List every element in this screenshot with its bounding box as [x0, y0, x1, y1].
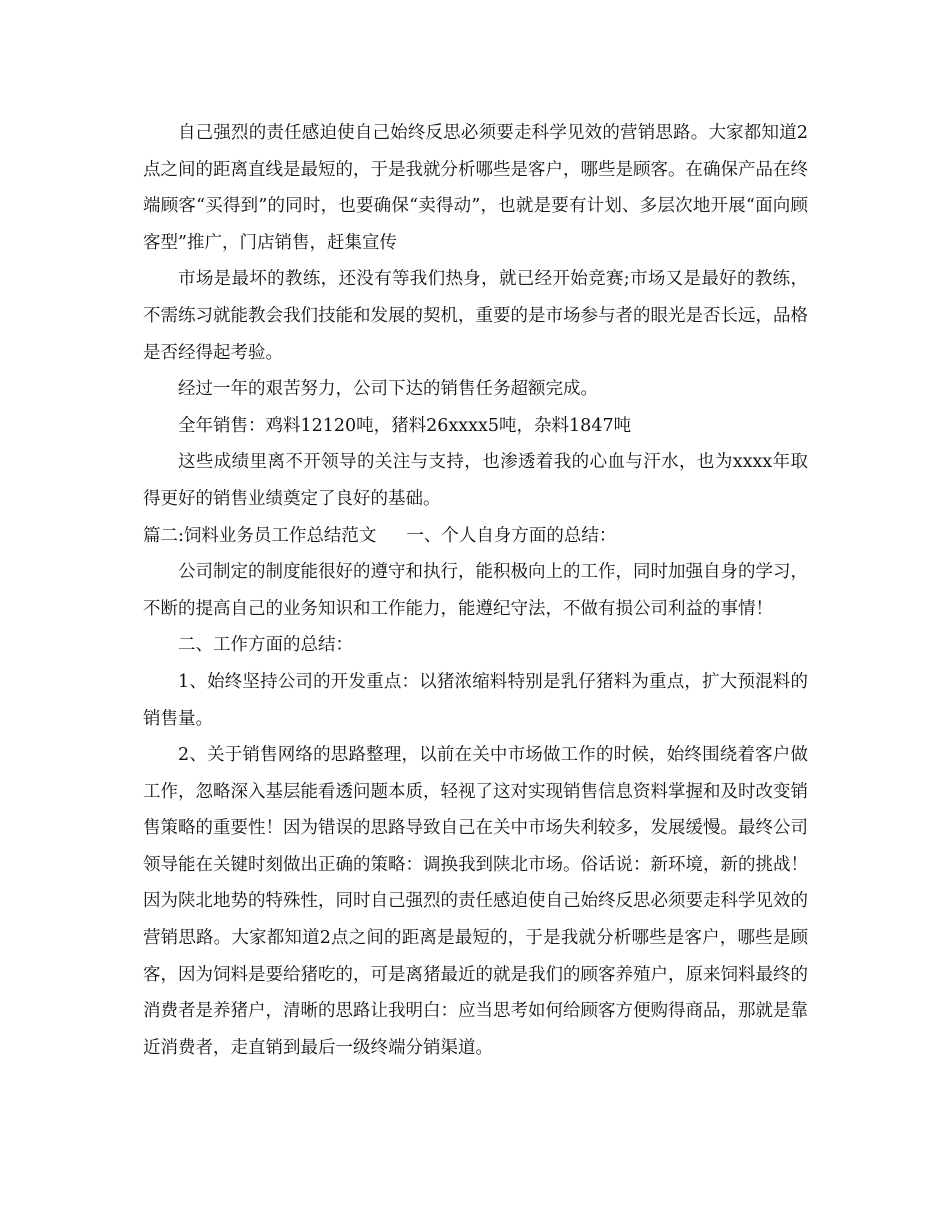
- paragraph-3: 经过一年的艰苦努力，公司下达的销售任务超额完成。: [178, 379, 598, 400]
- section-heading: [143, 518, 808, 555]
- paragraph-9: 2、关于销售网络的思路整理，以前在关中市场做工作的时候，始终围绕着客户做工作，忽略深入基层能看透问题本质，轻视了这对实现销售信息资料掌握和及时改变销售策略的重要性！因为错误的思路导致自己在关中市场失利较多，发展缓慢。最终公司领导能在关键时刻做出正确的策略：调换我到陕北市场。俗话说：新环境，新的挑战！因为陕北地势的特殊性，同时自己强烈的责任感迫使自己始终反思必须要走科学见效的营销思路。大家都知道2点之间的距离是最短的，于是我就分析哪些是客户，哪些是顾客，因为饲料是要给猪吃的，可是离猪最近的就是我们的顾客养殖户，原来饲料最终的消费者是养猪户，清晰的思路让我明白：应当思考如何给顾客方便购得商品，那就是靠近消费者，走直销到最后一级终端分销渠道。: [143, 745, 808, 1058]
- section-title: 篇二:饲料业务员工作总结范文: [143, 525, 377, 546]
- paragraph-8: 1、始终坚持公司的开发重点：以猪浓缩料特别是乳仔猪料为重点，扩大预混料的销售量。: [143, 671, 808, 729]
- paragraph-6: 公司制定的制度能很好的遵守和执行，能积极向上的工作，同时加强自身的学习，不断的提高自己的业务知识和工作能力，能遵纪守法，不做有损公司利益的事情！: [143, 562, 808, 619]
- paragraph-1: 自己强烈的责任感迫使自己始终反思必须要走科学见效的营销思路。大家都知道2点之间的距离直线是最短的，于是我就分析哪些是客户，哪些是顾客。在确保产品在终端顾客“买得到”的同时，也要确保“卖得动”，也就是要有计划、多层次地开展“面向顾客型”推广，门店销售，赶集宣传: [143, 123, 808, 253]
- paragraph-7: 二、工作方面的总结：: [178, 635, 353, 656]
- document-body: [143, 115, 808, 1066]
- paragraph-2: 市场是最坏的教练，还没有等我们热身，就已经开始竞赛;市场又是最好的教练，不需练习就能教会我们技能和发展的契机，重要的是市场参与者的眼光是否长远，品格是否经得起考验。: [143, 269, 808, 363]
- section-subtitle: 一、个人自身方面的总结：: [406, 525, 617, 546]
- paragraph-4: 全年销售：鸡料12120吨，猪料26xxxx5吨，杂料1847吨: [178, 415, 632, 436]
- paragraph-5: 这些成绩里离不开领导的关注与支持，也渗透着我的心血与汗水，也为xxxx年取得更好的销售业绩奠定了良好的基础。: [143, 452, 808, 509]
